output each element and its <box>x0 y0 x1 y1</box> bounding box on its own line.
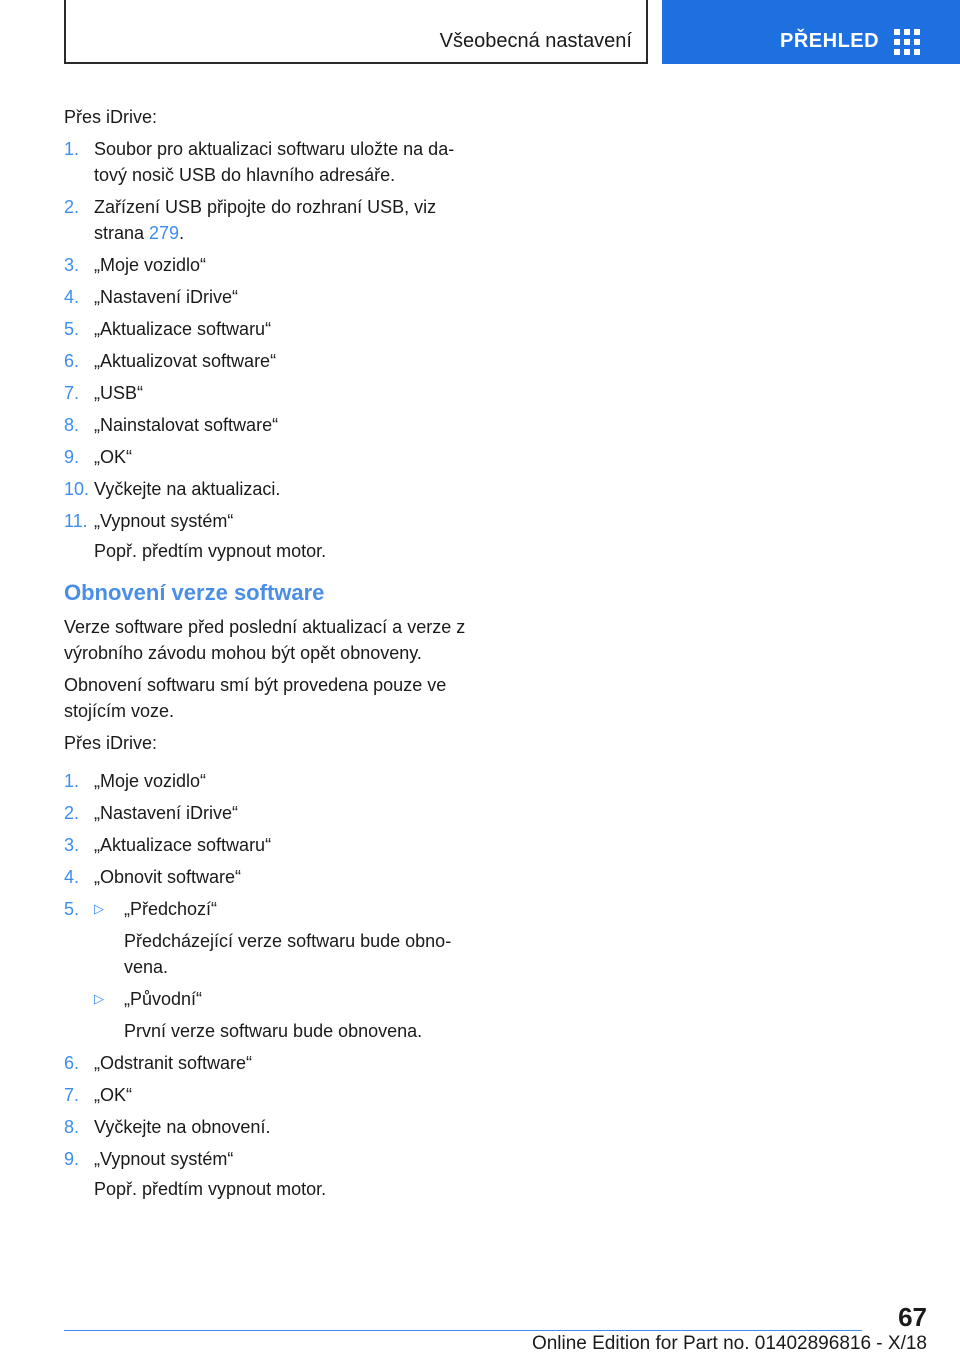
header-section-box <box>64 0 648 64</box>
list-item: 2. Zařízení USB připojte do rozhraní USB, viz strana 279. <box>64 197 437 243</box>
overview-button[interactable] <box>662 0 960 64</box>
grid-icon <box>894 29 920 55</box>
list-item: 11. „Vypnout systém“ <box>64 511 234 531</box>
triangle-bullet-icon: ▷ <box>94 991 104 1006</box>
page-link[interactable]: 279 <box>149 223 180 243</box>
restore-steps-list <box>64 768 474 1172</box>
list-item: 1. „Moje vozidlo“ <box>64 771 207 791</box>
section-title: Všeobecná nastavení <box>439 30 632 52</box>
overview-label: PŘEHLED <box>780 30 880 52</box>
list-item: 2. „Nastavení iDrive“ <box>64 803 239 823</box>
list-item: 8. Vyčkejte na obnovení. <box>64 1117 271 1137</box>
update-steps-list <box>64 136 474 534</box>
list-item: 3. „Moje vozidlo“ <box>64 255 207 275</box>
main-content <box>64 104 474 1208</box>
triangle-bullet-icon: ▷ <box>94 901 104 916</box>
option-description: Předcházející verze softwaru bude obno-vena. <box>124 931 452 977</box>
section-paragraph: Obnovení softwaru smí být provedena pouze ve stojícím voze. <box>64 675 447 721</box>
intro-text: Přes iDrive: <box>64 107 158 127</box>
list-item: 5. „Aktualizace softwaru“ <box>64 319 272 339</box>
step-note: Popř. předtím vypnout motor. <box>94 1179 327 1199</box>
option-description: První verze softwaru bude obnovena. <box>124 1021 423 1041</box>
list-item: 6. „Aktualizovat software“ <box>64 351 277 371</box>
list-item: 4. „Nastavení iDrive“ <box>64 287 239 307</box>
intro-text: Přes iDrive: <box>64 733 158 753</box>
list-item: 1. Soubor pro aktualizaci softwaru uložte na da-tový nosič USB do hlavního adresáře. <box>64 139 455 185</box>
option-item: ▷ „Předchozí“ Předcházející verze softwaru bude obno-vena. <box>64 896 474 980</box>
list-item: 5. ▷ „Předchozí“ Předcházející verze softwaru bude obno-vena. ▷ „Původní“ První verze softwaru bude obnovena. <box>64 896 474 1044</box>
list-item: 9. „OK“ <box>64 447 132 467</box>
list-item: 7. „USB“ <box>64 383 143 403</box>
list-item: 4. „Obnovit software“ <box>64 867 242 887</box>
section-heading: Obnovení verze software <box>64 580 325 605</box>
list-item: 6. „Odstranit software“ <box>64 1053 253 1073</box>
option-item: ▷ „Původní“ První verze softwaru bude obnovena. <box>64 986 474 1044</box>
list-item: 8. „Nainstalovat software“ <box>64 415 279 435</box>
footer-text: Online Edition for Part no. 01402896816 - X/18 <box>531 1333 927 1354</box>
footer-divider <box>64 1330 862 1331</box>
list-item: 7. „OK“ <box>64 1085 132 1105</box>
page-number: 67 <box>898 1302 927 1332</box>
list-item: 3. „Aktualizace softwaru“ <box>64 835 272 855</box>
list-item: 9. „Vypnout systém“ <box>64 1149 234 1169</box>
section-paragraph: Verze software před poslední aktualizací a verze z výrobního závodu mohou být opět obnoveny. <box>64 617 466 663</box>
list-item: 10. Vyčkejte na aktualizaci. <box>64 479 281 499</box>
step-note: Popř. předtím vypnout motor. <box>94 541 327 561</box>
